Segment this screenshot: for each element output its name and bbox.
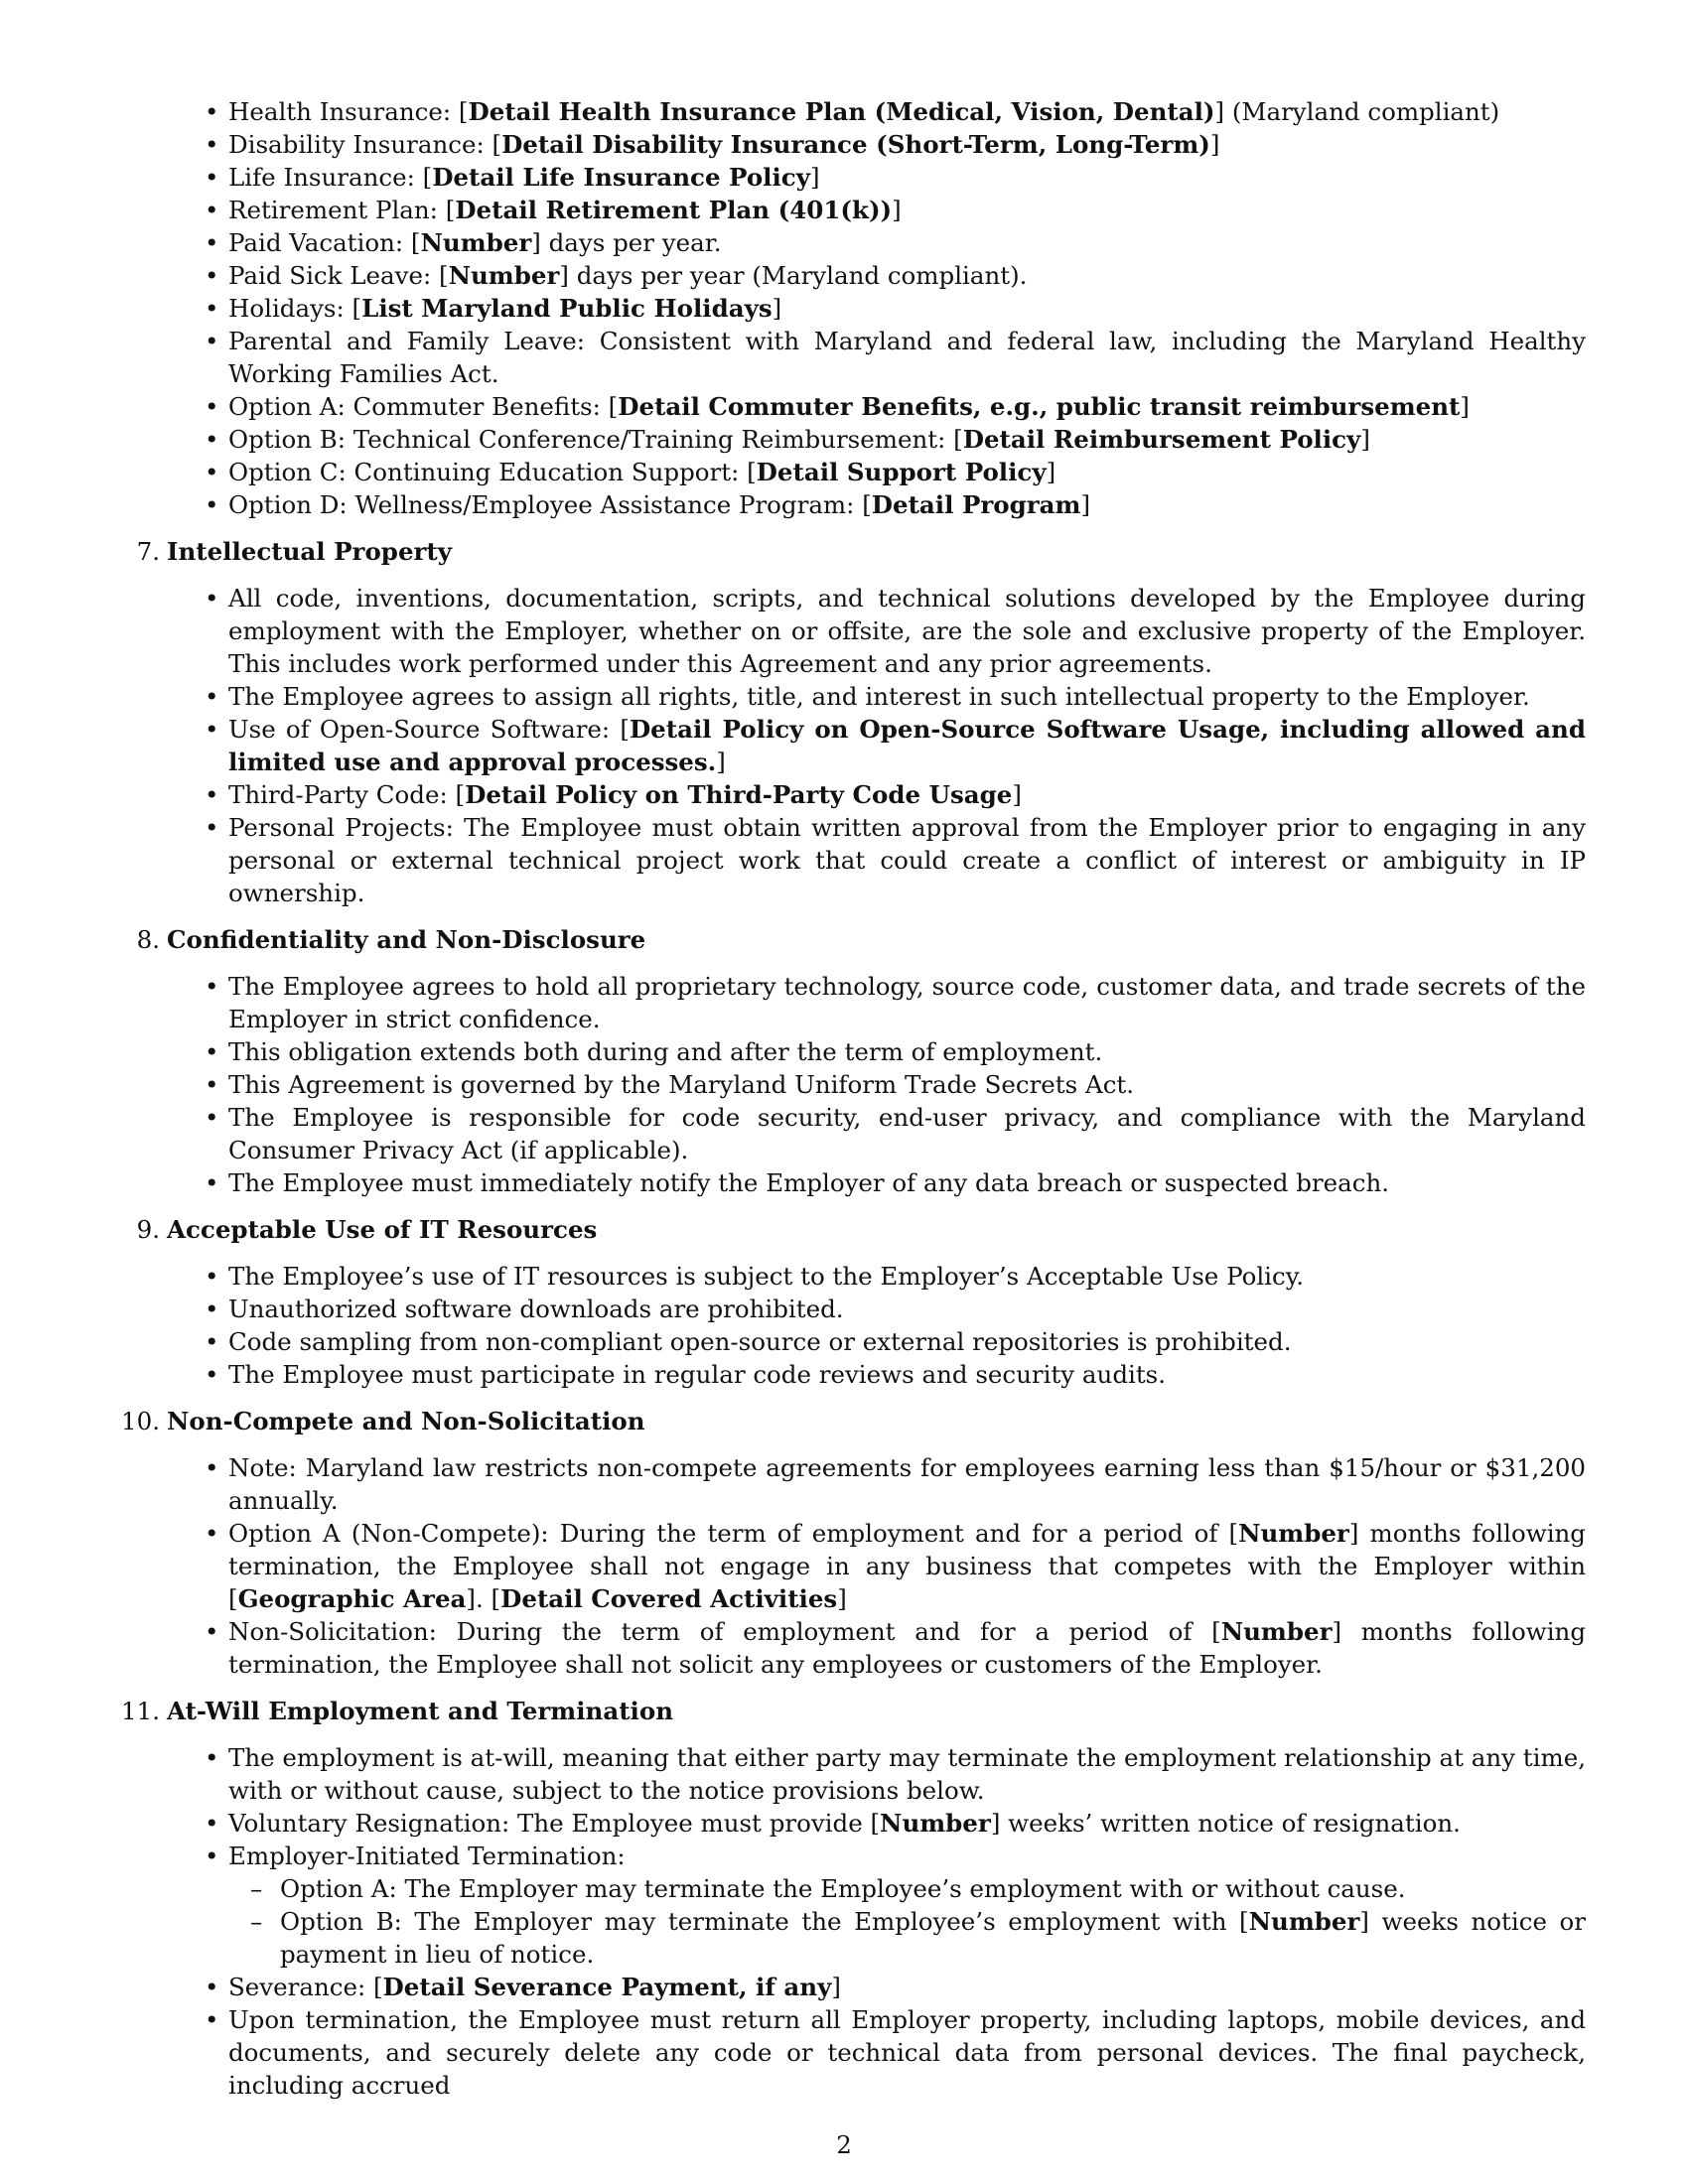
list-item: • Third-Party Code: [Detail Policy on Third-Party Code Usage] (228, 778, 1586, 811)
section-heading (129, 1213, 1586, 1246)
list-item: • Non-Solicitation: During the term of employment and for a period of [Number] months following termination, the Employee shall not solicit any employees or customers of the Employer. (228, 1615, 1586, 1681)
list-item: • This obligation extends both during and after the term of employment. (228, 1035, 1586, 1068)
section-number: 7. (136, 537, 160, 566)
list-item: • Option D: Wellness/Employee Assistance Program: [Detail Program] (228, 488, 1586, 521)
list-item: • This Agreement is governed by the Maryland Uniform Trade Secrets Act. (228, 1068, 1586, 1101)
section-number: 11. (121, 1697, 160, 1725)
section-title: Intellectual Property (167, 537, 452, 566)
list-item: • Option A: Commuter Benefits: [Detail Commuter Benefits, e.g., public transit reimbursement] (228, 390, 1586, 423)
list-item: • Retirement Plan: [Detail Retirement Plan (401(k))] (228, 194, 1586, 226)
list-item: • The Employee must participate in regular code reviews and security audits. (228, 1358, 1586, 1391)
section-intellectual-property (129, 535, 1586, 909)
list-item: • Unauthorized software downloads are prohibited. (228, 1293, 1586, 1325)
section-number: 9. (136, 1215, 160, 1244)
list-item: • The Employee is responsible for code security, end-user privacy, and compliance with the Maryland Consumer Privacy Act (if applicable). (228, 1101, 1586, 1166)
section-heading (129, 923, 1586, 956)
list-item: • Option C: Continuing Education Support: [Detail Support Policy] (228, 456, 1586, 488)
list-item: • The Employee must immediately notify the Employer of any data breach or suspected breach. (228, 1166, 1586, 1199)
list-item: • Upon termination, the Employee must return all Employer property, including laptops, mobile devices, and documents, and securely delete any code or technical data from personal devices. The final paycheck, including accrued (228, 2003, 1586, 2102)
list-item: • Code sampling from non-compliant open-source or external repositories is prohibited. (228, 1325, 1586, 1358)
list-item: • Option A (Non-Compete): During the term of employment and for a period of [Number] months following termination, the Employee shall not engage in any business that competes with the Employer within [Geographic Area]. [Detail Covered Activities] (228, 1517, 1586, 1615)
section-heading (121, 1405, 1586, 1437)
list-item: • Health Insurance: [Detail Health Insurance Plan (Medical, Vision, Dental)] (Maryland compliant) (228, 95, 1586, 128)
section-list (129, 1741, 1586, 2102)
sub-list-item: – Option B: The Employer may terminate the Employee’s employment with [Number] weeks notice or payment in lieu of notice. (280, 1905, 1586, 1971)
list-item: • Holidays: [List Maryland Public Holidays] (228, 292, 1586, 325)
list-item: • Severance: [Detail Severance Payment, if any] (228, 1971, 1586, 2003)
sub-list (228, 1872, 1586, 1971)
section-list (129, 582, 1586, 909)
section-heading (121, 1695, 1586, 1727)
section-number: 8. (136, 925, 160, 954)
section-confidentiality (129, 923, 1586, 1199)
list-item: • Paid Sick Leave: [Number] days per year (Maryland compliant). (228, 259, 1586, 292)
section-acceptable-use (129, 1213, 1586, 1391)
section-title: Acceptable Use of IT Resources (167, 1215, 598, 1244)
section-non-compete (121, 1405, 1586, 1681)
list-item: • Option B: Technical Conference/Training Reimbursement: [Detail Reimbursement Policy] (228, 423, 1586, 456)
section-list (129, 1451, 1586, 1681)
list-item: • Voluntary Resignation: The Employee must provide [Number] weeks’ written notice of resignation. (228, 1807, 1586, 1840)
section-at-will (121, 1695, 1586, 2102)
list-item: • Disability Insurance: [Detail Disability Insurance (Short-Term, Long-Term)] (228, 128, 1586, 161)
list-item: • The Employee agrees to hold all proprietary technology, source code, customer data, and trade secrets of the Employer in strict confidence. (228, 970, 1586, 1035)
list-item: • All code, inventions, documentation, scripts, and technical solutions developed by the Employee during employment with the Employer, whether on or offsite, are the sole and exclusive property of the Employer. This includes work performed under this Agreement and any prior agreements. (228, 582, 1586, 680)
list-item: • Parental and Family Leave: Consistent with Maryland and federal law, including the Maryland Healthy Working Families Act. (228, 325, 1586, 390)
section-title: Non-Compete and Non-Solicitation (167, 1407, 645, 1435)
sub-list-item: – Option A: The Employer may terminate the Employee’s employment with or without cause. (280, 1872, 1586, 1905)
list-item: • Paid Vacation: [Number] days per year. (228, 226, 1586, 259)
list-item: • The Employee agrees to assign all rights, title, and interest in such intellectual property to the Employer. (228, 680, 1586, 713)
list-item: • Life Insurance: [Detail Life Insurance Policy] (228, 161, 1586, 194)
page-number: 2 (836, 2130, 852, 2159)
section-list (129, 1260, 1586, 1391)
list-item: • Use of Open-Source Software: [Detail Policy on Open-Source Software Usage, including allowed and limited use and approval processes.] (228, 713, 1586, 778)
document-body (121, 95, 1587, 2102)
section-list (129, 970, 1586, 1199)
section-heading (129, 535, 1586, 568)
section-number: 10. (121, 1407, 160, 1435)
list-item: • The Employee’s use of IT resources is subject to the Employer’s Acceptable Use Policy. (228, 1260, 1586, 1293)
section-title: At-Will Employment and Termination (167, 1697, 674, 1725)
benefits-list (129, 95, 1586, 521)
list-item: • Employer-Initiated Termination: – Option A: The Employer may terminate the Employee’s employment with or without cause. – Option B: The Employer may terminate the Employee’s employment with [Number] weeks notice or payment in lieu of notice. (228, 1840, 1586, 1971)
list-item: • Note: Maryland law restricts non-compete agreements for employees earning less than $15/hour or $31,200 annually. (228, 1451, 1586, 1517)
list-item: • Personal Projects: The Employee must obtain written approval from the Employer prior to engaging in any personal or external technical project work that could create a conflict of interest or ambiguity in IP ownership. (228, 811, 1586, 909)
section-title: Confidentiality and Non-Disclosure (167, 925, 646, 954)
list-item: • The employment is at-will, meaning that either party may terminate the employment relationship at any time, with or without cause, subject to the notice provisions below. (228, 1741, 1586, 1807)
